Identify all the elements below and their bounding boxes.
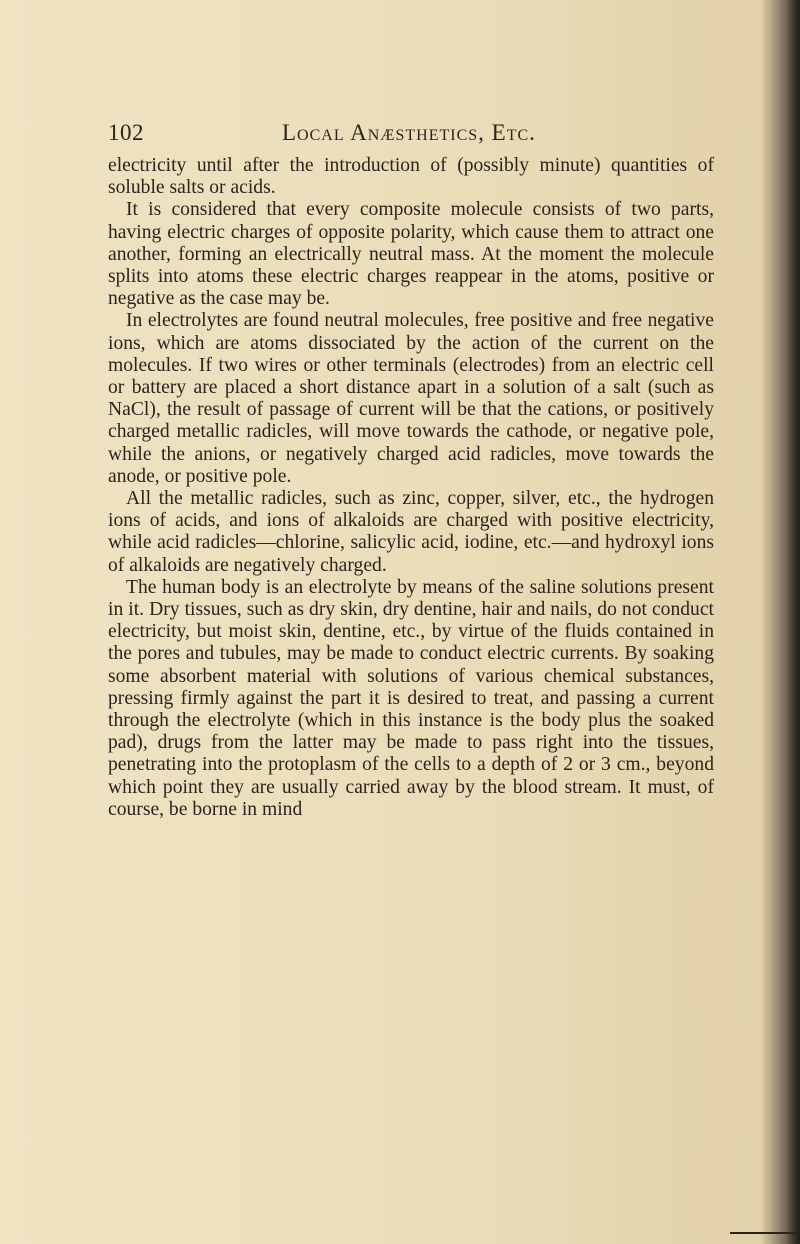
running-title: Local Anæsthetics, Etc. (282, 120, 536, 145)
body-text (108, 155, 714, 821)
paragraph: It is considered that every composite molecule consists of two parts, having electric charges of opposite polarity, which cause them to attract one another, forming an electrically neutral mass. At the moment the molecule splits into atoms these electric charges reappear in the atoms, positive or negative as the case may be. (108, 199, 714, 310)
page-header (108, 120, 708, 154)
paragraph: electricity until after the introduction of (possibly minute) quantities of soluble salts or acids. (108, 155, 714, 199)
paragraph: All the metallic radicles, such as zinc, copper, silver, etc., the hydrogen ions of acids, and ions of alkaloids are charged with positive electricity, while acid radicles—chlorine, salicylic acid, iodine, etc.—and hydroxyl ions of alkaloids are negatively charged. (108, 488, 714, 576)
paragraph: The human body is an electrolyte by means of the saline solutions present in it. Dry tissues, such as dry skin, dry dentine, hair and nails, do not conduct electricity, but moist skin, dentine, etc., by virtue of the fluids contained in the pores and tubules, may be made to conduct electric currents. By soaking some absorbent material with solutions of various chemical substances, pressing firmly against the part it is desired to treat, and passing a current through the electrolyte (which in this instance is the body plus the soaked pad), drugs from the latter may be made to pass right into the tissues, penetrating into the protoplasm of the cells to a depth of 2 or 3 cm., beyond which point they are usually carried away by the blood stream. It must, of course, be borne in mind (108, 576, 714, 820)
corner-rule (730, 1232, 800, 1234)
paragraph: In electrolytes are found neutral molecules, free positive and free negative ions, which are atoms dissociated by the action of the current on the molecules. If two wires or other terminals (electrodes) from an electric cell or battery are placed a short distance apart in a solution of a salt (such as NaCl), the result of passage of current will be that the cations, or positively charged metallic radicles, will move towards the cathode, or negative pole, while the anions, or negatively charged acid radicles, move towards the anode, or positive pole. (108, 310, 714, 487)
page-edge-shadow (786, 0, 800, 1244)
page-number: 102 (108, 120, 144, 145)
